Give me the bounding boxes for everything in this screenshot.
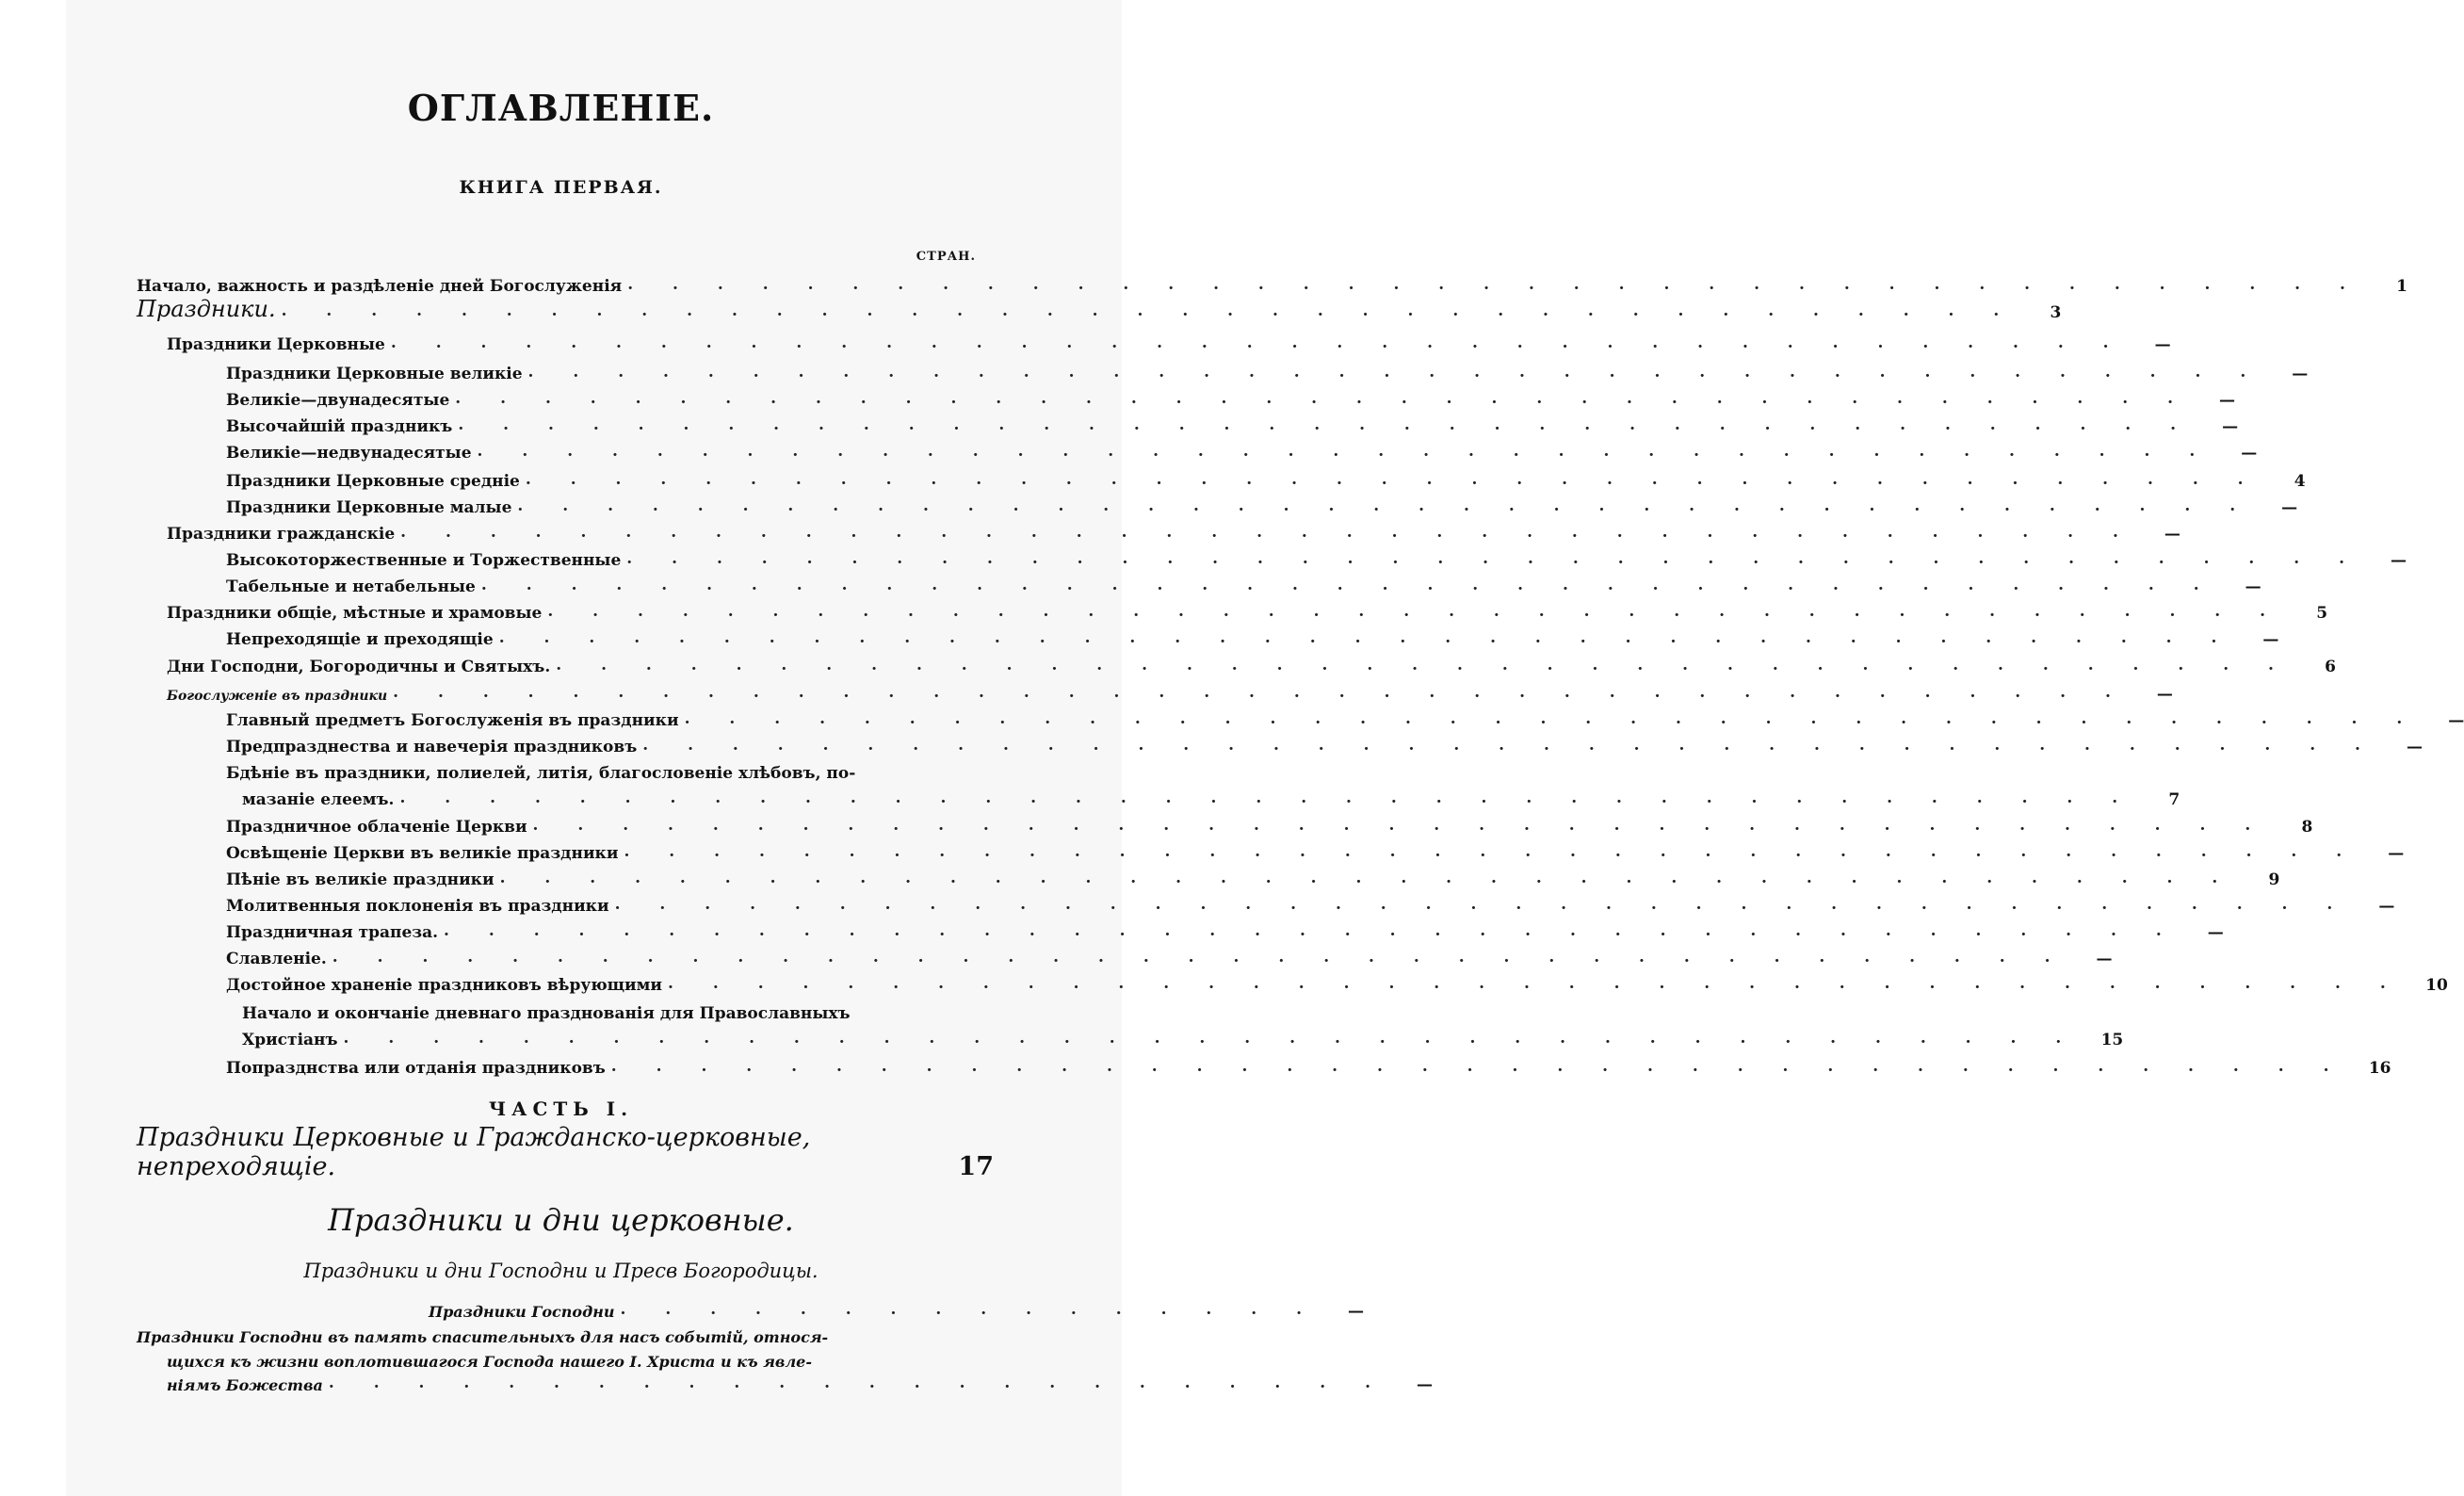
toc-row bbox=[137, 1053, 2391, 1078]
long-entry-line: ніямъ Божества bbox=[167, 1376, 323, 1394]
toc-entry-page: — bbox=[2207, 923, 2224, 942]
leader-dots: . . . . . . . . . . . . . . . . . . . . . . . . . . . . . . . . . . . . . . . bbox=[532, 816, 2268, 835]
toc-entry-text: Начало и окончаніе дневнаго празднованія для Православныхъ bbox=[242, 1004, 851, 1023]
toc-row bbox=[137, 812, 2313, 837]
long-entry-page: — bbox=[1417, 1375, 1434, 1394]
leader-dots: . . . . . . . . . . . . . . . . . . . . . . . . . . . . . . . . . . . . . . . bbox=[556, 656, 2291, 675]
toc-row bbox=[137, 330, 2171, 354]
toc-row bbox=[137, 706, 2464, 730]
part-title: Праздники Церковные и Гражданско-церковные, непреходящіе. bbox=[137, 1123, 811, 1181]
toc-row bbox=[137, 296, 2062, 322]
toc-entry-page: — bbox=[2245, 577, 2261, 596]
toc-entry-page: — bbox=[2222, 417, 2239, 436]
page-column-header: СТРАН. bbox=[916, 250, 976, 264]
toc-entry-text: Достойное храненіе праздниковъ вѣрующими bbox=[226, 976, 663, 995]
leader-dots: . . . . . . . . . . . . . . . . . . . . . . . . . . . . . . . . . . . . . . . bbox=[458, 415, 2194, 434]
toc-entry-page: 8 bbox=[2301, 818, 2313, 837]
sub-entry-row bbox=[137, 1296, 1365, 1321]
toc-row bbox=[137, 385, 2235, 410]
sub-entry-text: Праздники Господни bbox=[429, 1303, 615, 1321]
toc-entry-page: 5 bbox=[2316, 604, 2328, 623]
toc-entry-text: Праздники общіе, мѣстные и храмовые bbox=[167, 604, 543, 623]
toc-row bbox=[137, 652, 2336, 676]
leader-dots: . . . . . . . . . . . . . . . . . . . . . . . . . . . . . . . . . . . . . . . bbox=[684, 709, 2420, 728]
leader-dots: . . . . . . . . . . . . . . . . . . . . . . . . . . . . . . . . . . . . . . . bbox=[332, 948, 2067, 967]
leader-dots: . . . . . . . . . . . . . . . . . . . . . . . . . . . . . . . . . . . . . . . bbox=[642, 736, 2377, 755]
toc-entry-page: 3 bbox=[2050, 303, 2062, 322]
toc-entry-page: — bbox=[2281, 498, 2298, 517]
toc-entry-page: — bbox=[2154, 335, 2171, 354]
leader-dots: . . . . . . . . . . . . . . . . . . . . . . . . . . . . . . . . . . . . . . . bbox=[400, 523, 2135, 542]
toc-entry-text: Непреходящіе и преходящіе bbox=[226, 630, 494, 649]
toc-entry-text: Предпразднества и навечерія праздниковъ bbox=[226, 738, 638, 756]
toc-row bbox=[137, 493, 2298, 517]
toc-entry-page: 16 bbox=[2368, 1059, 2391, 1078]
part-heading: ЧАСТЬ I. bbox=[488, 1098, 634, 1120]
leader-dots: . . . . . . . . . . . . . . . . . . . . . . . . . . . . . . . . . . . . . . . bbox=[624, 842, 2359, 861]
toc-entry-text: Праздники Церковные bbox=[167, 335, 385, 354]
leader-dots: . . . . . . . . . . . . . . . . . . . . . . . . . . . . . . . . . . . . . . . bbox=[480, 576, 2216, 594]
toc-entry-text: Главный предметъ Богослуженія въ праздники bbox=[226, 711, 679, 730]
toc-entry-page: 6 bbox=[2325, 658, 2336, 676]
leader-dots: . . . . . . . . . . . . . . . . . . . . . . . . . . . . . . . . . . . . . . . bbox=[343, 1029, 2079, 1048]
toc-row bbox=[137, 918, 2224, 942]
toc-entry-text: Высокоторжественные и Торжественные bbox=[226, 551, 622, 570]
toc-entry-page: — bbox=[2292, 365, 2309, 383]
toc-row bbox=[137, 865, 2280, 889]
toc-row bbox=[137, 999, 994, 1023]
toc-row bbox=[137, 438, 2258, 463]
toc-entry-text: Освѣщеніе Церкви въ великіе праздники bbox=[226, 844, 619, 863]
toc-entry-text: Праздники Церковные великіе bbox=[226, 365, 523, 383]
toc-entry-text: Богослуженіе въ праздники bbox=[167, 689, 388, 704]
leader-dots: . . . . . . . . . . . . . . . . . . . . . . . . . . . . . . . . . . . . . . . bbox=[498, 628, 2234, 647]
part-title-row bbox=[137, 1123, 994, 1181]
book-heading: КНИГА ПЕРВАЯ. bbox=[459, 177, 663, 198]
toc-entry-text: Праздники гражданскіе bbox=[167, 525, 396, 544]
toc-entry-page: — bbox=[2241, 444, 2258, 463]
toc-entry-page: — bbox=[2378, 897, 2395, 916]
leader-dots: . . . . . . . . . . . . . . . . . . . . . . . . . . . . . . . . . . . . . . . bbox=[477, 442, 2213, 461]
toc-row bbox=[137, 970, 2448, 995]
toc-row bbox=[137, 679, 2173, 704]
leader-dots: . . . . . . . . . . . . . . . . . . . . . . . . . . . . . . . . . . . . . . . bbox=[614, 895, 2350, 914]
toc-entry-text: мазаніе елеемъ. bbox=[242, 790, 395, 809]
page-title: ОГЛАВЛЕНІЕ. bbox=[407, 87, 715, 129]
leader-dots: . . . . . . . . . . . . . . . . . . . . . . . . . . . . . . . . . . . . . . . bbox=[525, 470, 2261, 489]
toc-entry-page: 4 bbox=[2294, 472, 2306, 491]
toc-row bbox=[137, 271, 2407, 296]
toc-entry-page: — bbox=[2406, 738, 2423, 756]
leader-dots: . . . . . . . . . . . . . . . . . . . . . . . . . . . . . . . . . . . . . . . bbox=[390, 333, 2126, 352]
leader-dots: . . . . . . . . . . . . . . . . . . . . . . . . . . . . . . . . . . . . . . . bbox=[547, 602, 2283, 621]
toc-row bbox=[137, 598, 2328, 623]
leader-dots: . . . . . . . . . . . . . . . . . . . . . . . . . . . . . . . . . . . . . . . bbox=[517, 496, 2253, 515]
toc-entry-page: 7 bbox=[2168, 790, 2180, 809]
script-heading: Праздники и дни церковные. bbox=[328, 1202, 794, 1238]
leader-dots: . . . . . . . . . . . . . . . . . . . . . . . . . . . . . . . . . . . . . . . bbox=[668, 974, 2403, 993]
toc-entry-text: Молитвенныя поклоненія въ праздники bbox=[226, 897, 609, 916]
toc-entry-page: — bbox=[2262, 630, 2279, 649]
toc-entry-text: Пѣніе въ великіе праздники bbox=[226, 870, 494, 889]
leader-dots: . . . . . . . . . . . . . . . . . . . . . . . . . . . . . . . . . . . . . . . bbox=[399, 789, 2135, 807]
toc-row bbox=[137, 785, 2180, 809]
leader-dots: . . . . . . . . . . . . . . . . . . . . . . . . bbox=[328, 1374, 1388, 1392]
leader-dots: . . . . . . . . . . . . . . . . . . . . . . . . . . . . . . . . . . . . . . . bbox=[627, 275, 2362, 294]
toc-entry-text: Табельные и нетабельные bbox=[226, 577, 476, 596]
toc-entry-text: Высочайшій праздникъ bbox=[226, 417, 453, 436]
toc-row bbox=[137, 545, 2407, 570]
toc-entry-text: Христіанъ bbox=[242, 1031, 338, 1049]
long-entry-last-row bbox=[137, 1370, 1434, 1394]
leader-dots: . . . . . . . . . . . . . . . . . . . . . . . . . . . . . . . . . . . . . . . bbox=[610, 1057, 2346, 1076]
toc-entry-page: 10 bbox=[2425, 976, 2448, 995]
toc-row bbox=[137, 359, 2309, 383]
toc-entry-text: Праздничное облаченіе Церкви bbox=[226, 818, 527, 837]
toc-entry-page: — bbox=[2448, 711, 2464, 730]
toc-entry-page: — bbox=[2391, 551, 2407, 570]
toc-entry-text: Праздники Церковные малые bbox=[226, 498, 512, 517]
leader-dots: . . . . . . . . . . . . . . . . . . . . . . . . . . . . . . . . . . . . . . . bbox=[393, 683, 2128, 702]
leader-dots: . . . . . . . . . . . . . . . . . . . . . . . . . . . . . . . . . . . . . . . bbox=[626, 549, 2362, 568]
leader-dots: . . . . . . . . . . . . . . . . . . . . . . . . . . . . . . . . . . . . . . . bbox=[281, 301, 2017, 320]
toc-entry-text: Праздники. bbox=[137, 296, 276, 322]
toc-entry-text: Великіе—недвунадесятые bbox=[226, 444, 472, 463]
toc-entry-text: Дни Господни, Богородичны и Святыхъ. bbox=[167, 658, 551, 676]
leader-dots: . . . . . . . . . . . . . . . . bbox=[620, 1300, 1320, 1319]
toc-row bbox=[137, 838, 2405, 863]
toc-row bbox=[137, 732, 2423, 756]
toc-entry-text: Праздники Церковные средніе bbox=[226, 472, 520, 491]
toc-entry-text: Бдѣніе въ праздники, полиелей, литія, благословеніе хлѣбовъ, по- bbox=[226, 764, 856, 783]
toc-row bbox=[137, 412, 2239, 436]
toc-entry-page: — bbox=[2156, 685, 2173, 704]
toc-row bbox=[137, 944, 2113, 968]
leader-dots: . . . . . . . . . . . . . . . . . . . . . . . . . . . . . . . . . . . . . . . bbox=[527, 363, 2263, 382]
toc-row bbox=[137, 758, 994, 783]
part-page: 17 bbox=[958, 1152, 994, 1181]
toc-entry-page: — bbox=[2388, 844, 2405, 863]
toc-row bbox=[137, 1025, 2124, 1049]
toc-row bbox=[137, 625, 2279, 649]
toc-entry-page: — bbox=[2164, 525, 2180, 544]
section-heading: Праздники и дни Господни и Пресв Богородицы. bbox=[303, 1260, 819, 1282]
toc-row bbox=[137, 519, 2180, 544]
toc-row bbox=[137, 891, 2395, 916]
sub-entry-page: — bbox=[1348, 1302, 1365, 1321]
toc-entry-page: — bbox=[2096, 950, 2113, 968]
leader-dots: . . . . . . . . . . . . . . . . . . . . . . . . . . . . . . . . . . . . . . . bbox=[455, 389, 2190, 408]
toc-entry-page: 9 bbox=[2268, 870, 2280, 889]
leader-dots: . . . . . . . . . . . . . . . . . . . . . . . . . . . . . . . . . . . . . . . bbox=[499, 869, 2235, 887]
leader-dots: . . . . . . . . . . . . . . . . . . . . . . . . . . . . . . . . . . . . . . . bbox=[444, 921, 2179, 940]
toc-entry-text: Великіе—двунадесятые bbox=[226, 391, 450, 410]
long-entry-line: Праздники Господни въ память спасительныхъ для насъ событій, относя- bbox=[137, 1328, 829, 1346]
toc-entry-text: Попразднства или отданія праздниковъ bbox=[226, 1059, 606, 1078]
toc-row bbox=[137, 466, 2306, 491]
toc-entry-text: Начало, важность и раздѣленіе дней Богослуженія bbox=[137, 277, 623, 296]
toc-entry-text: Праздничная трапеза. bbox=[226, 923, 439, 942]
toc-entry-text: Славленіе. bbox=[226, 950, 327, 968]
toc-row bbox=[137, 572, 2261, 596]
toc-entry-page: 1 bbox=[2396, 277, 2407, 296]
long-entry-line: щихся къ жизни воплотившагося Господа нашего І. Христа и къ явле- bbox=[167, 1353, 812, 1371]
toc-entry-page: — bbox=[2219, 391, 2235, 410]
toc-entry-page: 15 bbox=[2100, 1031, 2124, 1049]
